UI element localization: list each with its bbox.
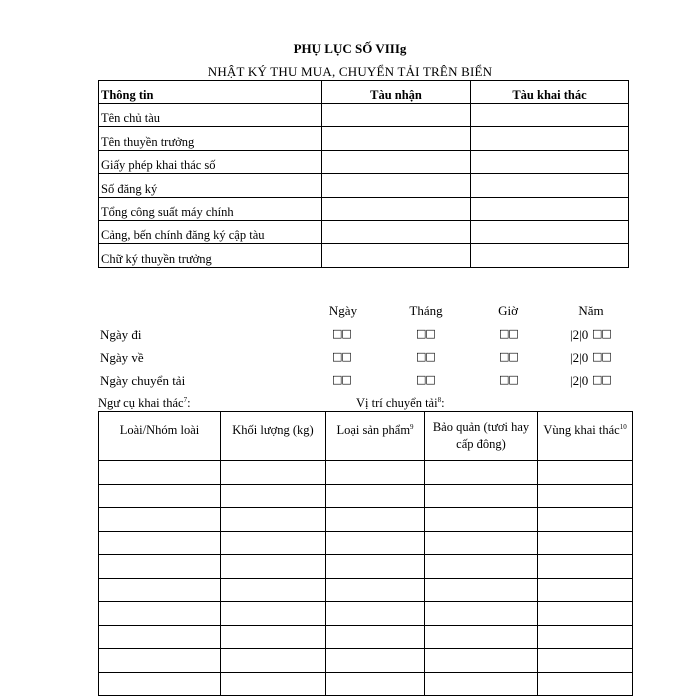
table-row (99, 578, 633, 602)
table-cell[interactable] (425, 508, 538, 532)
date-row (98, 350, 658, 370)
table-cell[interactable] (538, 625, 633, 649)
receiving-vessel-cell[interactable] (322, 127, 471, 150)
table-cell[interactable] (326, 461, 425, 485)
month-boxes[interactable]: □□ (416, 327, 435, 340)
table-cell[interactable] (326, 649, 425, 673)
date-header-hour: Giờ (498, 303, 518, 318)
receiving-vessel-cell[interactable] (322, 104, 471, 127)
table-row (99, 484, 633, 508)
header-fishing-vessel: Tàu khai thác (471, 81, 629, 104)
table-cell[interactable] (99, 578, 221, 602)
table-cell[interactable] (538, 578, 633, 602)
fishing-gear-label: Ngư cụ khai thác$^7$: (98, 396, 191, 411)
table-cell[interactable] (538, 508, 633, 532)
table-cell[interactable] (326, 578, 425, 602)
table-cell[interactable] (221, 649, 326, 673)
receiving-vessel-cell[interactable] (322, 197, 471, 220)
table-cell[interactable] (99, 602, 221, 626)
table-cell[interactable] (538, 672, 633, 696)
header-info: Thông tin (99, 81, 322, 104)
table-row (99, 104, 629, 127)
table-cell[interactable] (326, 531, 425, 555)
hour-boxes[interactable]: □□ (499, 327, 518, 340)
table-cell[interactable] (221, 508, 326, 532)
year-prefix: |2|0 (570, 350, 589, 365)
table-cell[interactable] (538, 555, 633, 579)
table-cell[interactable] (326, 484, 425, 508)
table-cell[interactable] (326, 672, 425, 696)
table-row (99, 602, 633, 626)
table-row (99, 127, 629, 150)
table-cell[interactable] (425, 484, 538, 508)
year-boxes[interactable]: □□ (592, 373, 611, 386)
table-cell[interactable] (425, 531, 538, 555)
table-cell[interactable] (99, 461, 221, 485)
day-boxes[interactable]: □□ (332, 373, 351, 386)
table-cell[interactable] (425, 555, 538, 579)
header-weight: Khối lượng (kg) (221, 412, 326, 461)
header-product-type: Loại sản phẩm$^9$ (326, 412, 425, 461)
table-cell[interactable] (326, 625, 425, 649)
year-boxes[interactable]: □□ (592, 327, 611, 340)
table-cell[interactable] (221, 484, 326, 508)
date-row-label: Ngày về (100, 350, 144, 365)
table-row (99, 625, 633, 649)
table-cell[interactable] (99, 531, 221, 555)
row-label: Tên thuyền trưởng (99, 127, 322, 150)
table-cell[interactable] (99, 484, 221, 508)
catch-table (98, 411, 633, 696)
transfer-location-label: Vị trí chuyển tải$^8$: (356, 396, 445, 411)
table-cell[interactable] (425, 461, 538, 485)
table-cell[interactable] (99, 625, 221, 649)
date-row (98, 327, 658, 347)
table-cell[interactable] (221, 578, 326, 602)
fishing-vessel-cell[interactable] (471, 197, 629, 220)
row-label: Cảng, bến chính đăng ký cập tàu (99, 220, 322, 243)
table-cell[interactable] (326, 508, 425, 532)
table-cell[interactable] (221, 461, 326, 485)
date-header-month: Tháng (409, 303, 443, 318)
header-fishing-area: Vùng khai thác$^{10}$ (538, 412, 633, 461)
table-row (99, 508, 633, 532)
table-header-row (99, 81, 629, 104)
row-label: Chữ ký thuyền trưởng (99, 244, 322, 267)
date-row-label: Ngày chuyển tải (100, 373, 186, 388)
table-cell[interactable] (538, 484, 633, 508)
date-header-day: Ngày (328, 303, 358, 318)
table-cell[interactable] (221, 625, 326, 649)
table-row (99, 220, 629, 243)
table-row (99, 244, 629, 267)
hour-boxes[interactable]: □□ (499, 373, 518, 386)
table-row (99, 461, 633, 485)
receiving-vessel-cell[interactable] (322, 244, 471, 267)
table-cell[interactable] (221, 555, 326, 579)
table-cell[interactable] (425, 625, 538, 649)
table-cell[interactable] (99, 672, 221, 696)
table-row (99, 649, 633, 673)
table-cell[interactable] (538, 531, 633, 555)
table-header-row (99, 412, 633, 461)
table-cell[interactable] (221, 672, 326, 696)
year-boxes[interactable]: □□ (592, 350, 611, 363)
fishing-vessel-cell[interactable] (471, 104, 629, 127)
table-cell[interactable] (538, 602, 633, 626)
table-cell[interactable] (538, 649, 633, 673)
month-boxes[interactable]: □□ (416, 373, 435, 386)
day-boxes[interactable]: □□ (332, 350, 351, 363)
table-cell[interactable] (538, 461, 633, 485)
row-label: Tên chủ tàu (99, 104, 322, 127)
receiving-vessel-cell[interactable] (322, 150, 471, 173)
header-species: Loài/Nhóm loài (99, 412, 221, 461)
day-boxes[interactable]: □□ (332, 327, 351, 340)
year-prefix: |2|0 (570, 327, 589, 342)
row-label: Tổng công suất máy chính (99, 197, 322, 220)
table-cell[interactable] (221, 531, 326, 555)
date-row (98, 373, 658, 393)
year-prefix: |2|0 (570, 373, 589, 388)
appendix-number: PHỤ LỤC SỐ VIIIg (293, 41, 407, 56)
table-cell[interactable] (425, 602, 538, 626)
table-cell[interactable] (326, 602, 425, 626)
row-label: Giấy phép khai thác số (99, 150, 322, 173)
hour-boxes[interactable]: □□ (499, 350, 518, 363)
table-row (99, 672, 633, 696)
table-cell[interactable] (326, 555, 425, 579)
vessel-info-table (98, 80, 629, 268)
table-row (99, 197, 629, 220)
table-cell[interactable] (425, 672, 538, 696)
header-receiving-vessel: Tàu nhận (322, 81, 471, 104)
document-title: NHẬT KÝ THU MUA, CHUYỂN TẢI TRÊN BIỂN (207, 64, 493, 79)
table-row (99, 174, 629, 197)
fishing-vessel-cell[interactable] (471, 220, 629, 243)
month-boxes[interactable]: □□ (416, 350, 435, 363)
table-cell[interactable] (99, 649, 221, 673)
fishing-vessel-cell[interactable] (471, 174, 629, 197)
table-row (99, 531, 633, 555)
table-cell[interactable] (99, 508, 221, 532)
table-cell[interactable] (221, 602, 326, 626)
fishing-vessel-cell[interactable] (471, 127, 629, 150)
receiving-vessel-cell[interactable] (322, 174, 471, 197)
table-cell[interactable] (425, 649, 538, 673)
date-row-label: Ngày đi (100, 327, 142, 342)
row-label: Số đăng ký (99, 174, 322, 197)
table-cell[interactable] (425, 578, 538, 602)
table-cell[interactable] (99, 555, 221, 579)
fishing-vessel-cell[interactable] (471, 150, 629, 173)
date-header-year: Năm (578, 303, 604, 318)
table-row (99, 150, 629, 173)
receiving-vessel-cell[interactable] (322, 220, 471, 243)
table-row (99, 555, 633, 579)
fishing-vessel-cell[interactable] (471, 244, 629, 267)
header-preservation: Bảo quản (tươi hay cấp đông) (425, 412, 538, 461)
